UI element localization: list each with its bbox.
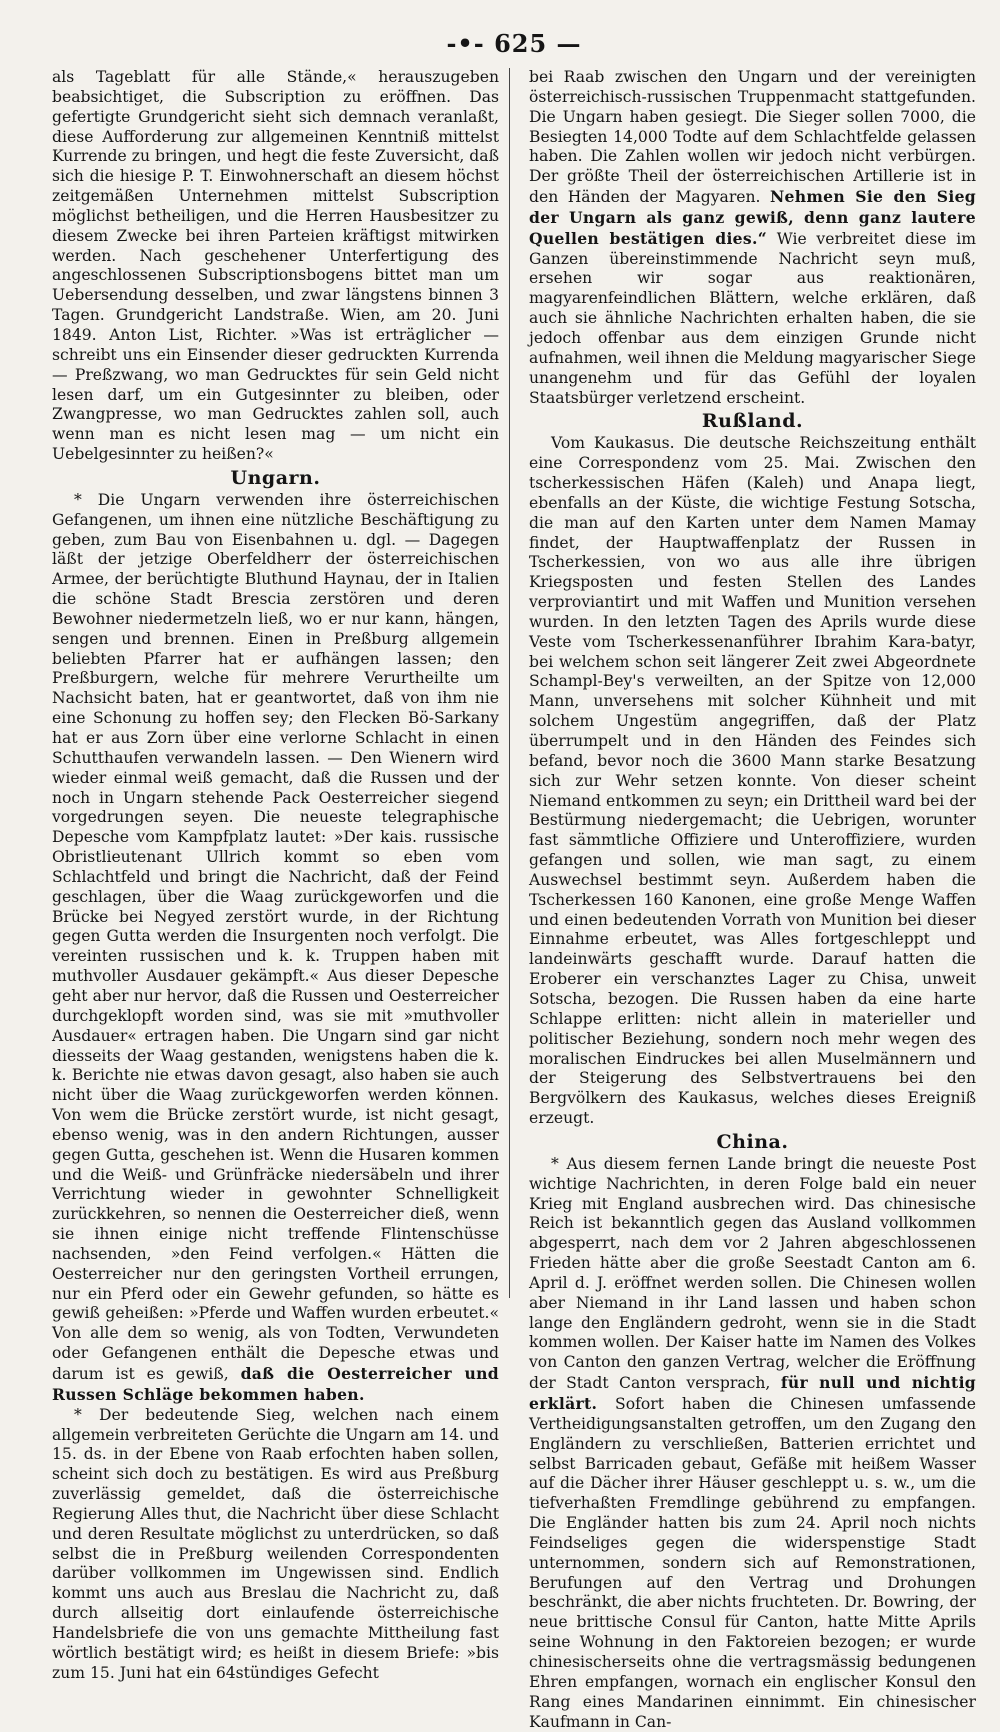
section-heading-ungarn: Ungarn. [230,466,321,489]
section-heading-china: China. [716,1130,789,1153]
text-columns [52,68,976,1731]
left-paragraph-2-emphasis: daß die Oesterreicher und Russen Schläge bekommen haben. [52,1364,499,1404]
right-paragraph-1 [529,68,976,408]
left-paragraph-2 [52,491,499,1406]
right-paragraph-3-text: * Aus diesem fernen Lande bringt die neueste Post wichtige Nachrichten, in deren Folge bald ein neuer Krieg mit England ausbrechen wird. Das chinesische Reich ist bekanntlich gegen das Ausland vollkommen abgesperrt, nach dem vor 2 Jahren abgeschlossenen Frieden hätte aber die große Seestadt Canton am 6. April d. J. eröffnet werden sollen. Die Chinesen wollen aber Niemand in ihr Land lassen und haben schon lange den Engländern gedroht, wenn sie in die Stadt kommen wollen. Der Kaiser hatte im Namen des Volkes von Canton den ganzen Vertrag, welcher die Eröffnung der Stadt Canton versprach, [529,1154,976,1393]
right-paragraph-2: Vom Kaukasus. Die deutsche Reichszeitung enthält eine Correspondenz vom 25. Mai. Zwischen den tscherkessischen Häfen (Kaleh) und Anapa liegt, ebenfalls an der Küste, die wichtige Festung Sotscha, die man auf den Karten unter dem Namen Mamay findet, der Hauptwaffenplatz der Russen in Tscherkessien, von wo aus alle ihre übrigen Kriegsposten und festen Stellen des Landes verproviantirt und mit Waffen und Munition versehen wurden. In den letzten Tagen des Aprils wurde diese Veste vom Tscherkessenanführer Ibrahim Kara-batyr, bei welchem schon seit längerer Zeit zwei Abgeordnete Schampl-Bey's verweilten, an der Spitze von 12,000 Mann, unversehens mit solcher Kühnheit und mit solchem Ungestüm angegriffen, daß der Platz überrumpelt und in den Händen des Feindes sich befand, bevor noch die 3600 Mann starke Besatzung sich zur Wehr setzen konnte. Von dieser scheint Niemand entkommen zu seyn; ein Drittheil ward bei der Bestürmung niedergemacht; die Uebrigen, worunter fast sämmtliche Offiziere und Unteroffiziere, wurden gefangen und sollen, wie man sagt, zu einem Auswechsel bestimmt seyn. Außerdem haben die Tscherkessen 160 Kanonen, eine große Menge Waffen und einen bedeutenden Vorrath von Munition bei dieser Einnahme erbeutet, was Alles fortgeschleppt und landeinwärts geschafft wurde. Darauf hatten die Eroberer ein verschanztes Lager zu Chisa, unweit Sotscha, bezogen. Die Russen haben da eine harte Schlappe erlitten: nicht allein in materieller und politischer Beziehung, sondern noch mehr wegen des moralischen Eindruckes bei allen Muselmännern und der Steigerung des Selbstvertrauens bei den Bergvölkern des Kaukasus, welches dieses Ereigniß erzeugt. [529,434,976,1128]
right-paragraph-1-emphasis: Nehmen Sie den Sieg der Ungarn als ganz gewiß, denn ganz lautere Quellen bestätigen dies.“ [529,187,976,248]
right-column [529,68,976,1731]
section-heading-russland: Rußland. [701,410,804,433]
left-paragraph-1: als Tageblatt für alle Stände,« herauszugeben beabsichtiget, die Subscription zu eröffnen. Das gefertigte Grundgericht sieht sich demnach veranlaßt, diese Aufforderung zur allgemeinen Kenntniß mittelst Kurrende zu bringen, und hegt die feste Zuversicht, daß sich die hiesige P. T. Einwohnerschaft an diesem höchst zeitgemäßen Unternehmen mittelst Subscription möglichst betheiligen, und die Herren Hausbesitzer zu diesem Zwecke bei ihren Parteien kräftigst mitwirken werden. Nach geschehener Unterfertigung des angeschlossenen Subscriptionsbogens bittet man um Uebersendung desselben, und zwar längstens binnen 3 Tagen. Grundgericht Landstraße. Wien, am 20. Juni 1849. Anton List, Richter. »Was ist erträglicher — schreibt uns ein Einsender dieser gedruckten Kurrenda — Preßzwang, wo man Gedrucktes für sein Geld nicht lesen darf, um ein Gutgesinnter zu bleiben, oder Zwangpresse, wo man Gedrucktes zahlen soll, auch wenn man es nicht lesen mag — um nicht ein Uebelgesinnter zu heißen?« [52,68,499,464]
left-column [52,68,499,1682]
right-paragraph-3-emphasis: für null und nichtig erklärt. [529,1373,976,1413]
right-paragraph-3-rest: Sofort haben die Chinesen umfassende Vertheidigungsanstalten getroffen, um den Zugang den Engländern zu verschließen, Batterien errichtet und selbst Barricaden gebaut, Gefäße mit heißem Wasser auf die Dächer ihrer Häuser geschleppt u. s. w., um die tiefverhaßten Fremdlinge gebührend zu empfangen. Die Engländer hatten bis zum 24. April noch nichts Feindseliges gegen die widerspenstige Stadt unternommen, sondern sich auf Remonstrationen, Berufungen auf den Vertrag und Drohungen beschränkt, die aber nichts fruchteten. Dr. Bowring, der neue brittische Consul für Canton, hatte Mitte Aprils seine Wohnung in den Faktoreien bezogen; er wurde chinesischerseits ohne die vertragsmässig bedungenen Ehren empfangen, wornach ein englischer Konsul den Rang eines Mandarinen einnimmt. Ein chinesischer Kaufmann in Can- [529,1395,976,1731]
right-paragraph-3 [529,1155,976,1732]
left-paragraph-3: * Der bedeutende Sieg, welchen nach einem allgemein verbreiteten Gerüchte die Ungarn am 14. und 15. ds. in der Ebene von Raab erfochten haben sollen, scheint sich doch zu bestätigen. Es wird aus Preßburg zuverlässig gemeldet, daß die österreichische Regierung Alles thut, die Nachricht über diese Schlacht und deren Resultate möglichst zu unterdrücken, so daß selbst die in Preßburg weilenden Correspondenten darüber vollkommen im Ungewissen sind. Endlich kommt uns auch aus Breslau die Nachricht zu, daß durch allseitig dort einlaufende österreichische Handelsbriefe die von uns gemachte Mittheilung fast wörtlich bestätigt wird; es heißt in diesem Briefe: »bis zum 15. Juni hat ein 64stündiges Gefecht [52,1405,499,1682]
left-paragraph-2-text: * Die Ungarn verwenden ihre österreichischen Gefangenen, um ihnen eine nützliche Beschäftigung zu geben, zum Bau von Eisenbahnen u. dgl. — Dagegen läßt der jetzige Oberfeldherr der österreichischen Armee, der berüchtigte Bluthund Haynau, der in Italien die schöne Stadt Brescia zerstören und deren Bewohner niedermetzeln ließ, wo er nur kann, hängen, sengen und brennen. Einen in Preßburg allgemein beliebten Pfarrer hat er aufhängen lassen; den Preßburgern, welche für mehrere Verurtheilte um Nachsicht baten, hat er geantwortet, daß von ihm nie eine Schonung zu hoffen sey; den Flecken Bö-Sarkany hat er aus Zorn über eine verlorne Schlacht in einen Schutthaufen verwandeln lassen. — Den Wienern wird wieder einmal weiß gemacht, daß die Russen und der noch in Ungarn stehende Pack Oesterreicher siegend vorgedrungen seyen. Die neueste telegraphische Depesche vom Kampfplatz lautet: »Der kais. russische Obristlieutenant Ullrich kommt so eben vom Schlachtfeld und bringt die Nachricht, daß der Feind geschlagen, über die Waag zurückgeworfen und die Brücke bei Negyed zerstört wurde, in der Richtung gegen Gutta werden die Insurgenten noch verfolgt. Die vereinten russischen und k. k. Truppen haben mit muthvoller Ausdauer gekämpft.« Aus dieser Depesche geht aber nur hervor, daß die Russen und Oesterreicher durchgeklopft worden sind, was sie mit »muthvoller Ausdauer« ertragen haben. Die Ungarn sind gar nicht diesseits der Waag gestanden, wenigstens haben die k. k. Berichte nie etwas davon gesagt, also haben sie auch nicht über die Waag zurückgeworfen werden können. Von wem die Brücke zerstört wurde, ist nicht gesagt, ebenso wenig, was in den andern Richtungen, ausser gegen Gutta, geschehen ist. Wenn die Husaren kommen und die Weiß- und Grünfräcke niedersäbeln und ihrer Verrichtung wieder in gewohnter Schnelligkeit zurückkehren, so nennen die Oesterreicher dieß, wenn sie ihnen einige nicht treffende Flintenschüsse nachsenden, »den Feind verfolgen.« Hätten die Oesterreicher nur den geringsten Vortheil errungen, nur ein Pferd oder ein Gewehr gefunden, so hätte es gewiß geheißen: »Pferde und Waffen wurden erbeutet.« Von alle dem so wenig, als von Todten, Verwundeten oder Gefangenen enthält die Depesche etwas und darum ist es gewiß, [52,490,499,1383]
right-paragraph-1-rest: Wie verbreitet diese im Ganzen übereinstimmende Nachricht seyn muß, ersehen wir sogar aus reaktionären, magyarenfeindlichen Blättern, welche erklären, daß auch sie ähnliche Nachrichten erhalten haben, die sie jedoch offenbar aus dem einzigen Grunde nicht aufnahmen, weil ihnen die Meldung magyarischer Siege unangenehm und für das Gefühl der loyalen Staatsbürger verletzend erscheint. [529,229,976,407]
page-number: -•- 625 — [446,29,582,58]
right-paragraph-1-text: bei Raab zwischen den Ungarn und der vereinigten österreichisch-russischen Truppenmacht stattgefunden. Die Ungarn haben gesiegt. Die Sieger sollen 7000, die Besiegten 14,000 Todte auf dem Schlachtfelde gelassen haben. Die Zahlen wollen wir jedoch nicht verbürgen. Der größte Theil der österreichischen Artillerie ist in den Händen der Magyaren. [529,68,976,207]
column-divider [509,68,510,1298]
